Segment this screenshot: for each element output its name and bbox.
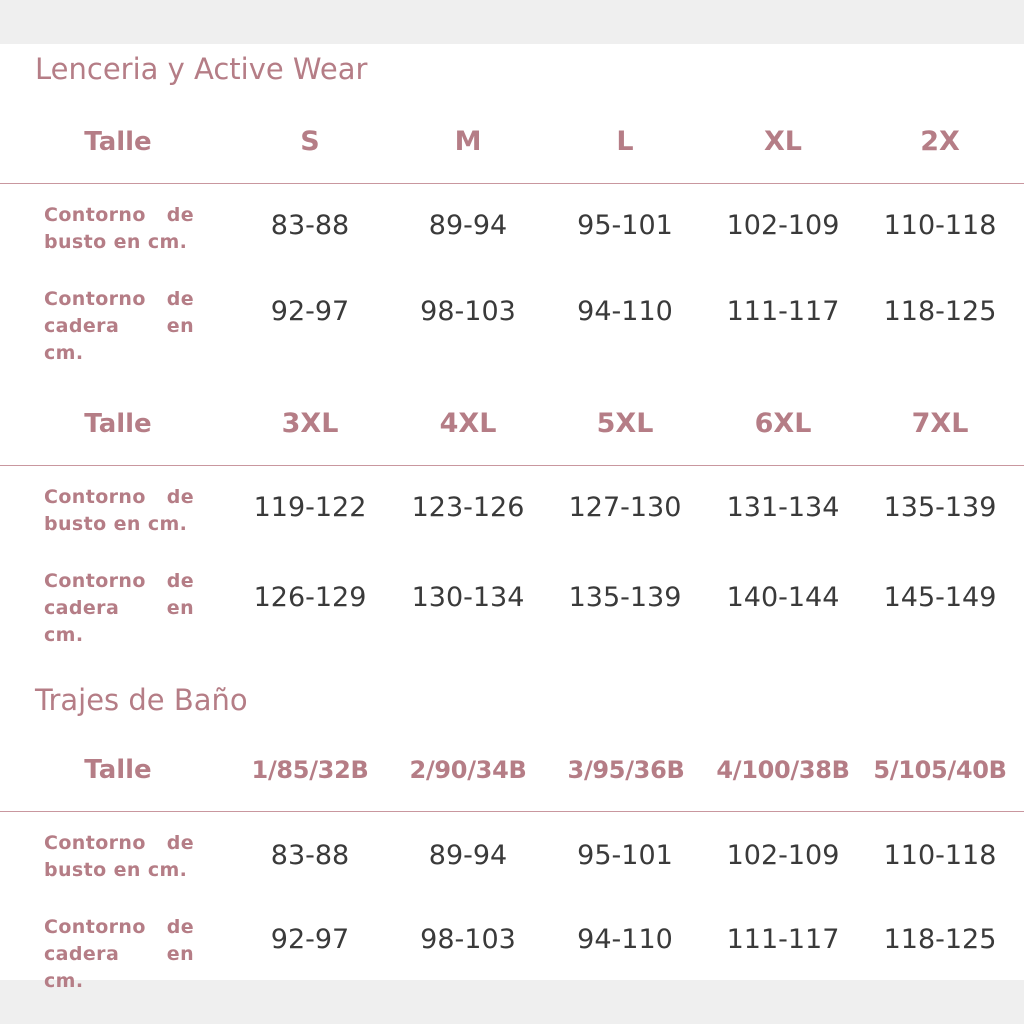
measurement-value: 110-118: [883, 840, 997, 871]
measurement-value: 98-103: [420, 924, 516, 955]
measurement-value: 118-125: [883, 924, 997, 955]
size-header: L: [616, 126, 634, 157]
measurement-value: 135-139: [883, 492, 997, 523]
measurement-value: 127-130: [568, 492, 682, 523]
measurement-value: 83-88: [270, 840, 350, 871]
row-label-hip: Contorno de cadera en cm.: [44, 288, 194, 364]
header-divider: [0, 183, 1024, 184]
size-header: 7XL: [911, 408, 969, 439]
size-header: M: [454, 126, 482, 157]
measurement-value: 89-94: [428, 840, 508, 871]
header-divider: [0, 811, 1024, 812]
measurement-value: 130-134: [411, 582, 525, 613]
measurement-value: 98-103: [420, 296, 516, 327]
size-header: 3XL: [281, 408, 339, 439]
header-talle-label: Talle: [84, 127, 152, 157]
measurement-value: 94-110: [577, 296, 673, 327]
measurement-value: 135-139: [568, 582, 682, 613]
size-header: S: [300, 126, 320, 157]
measurement-value: 119-122: [253, 492, 367, 523]
row-label-hip: Contorno de cadera en cm.: [44, 916, 194, 992]
measurement-value: 126-129: [253, 582, 367, 613]
measurement-value: 95-101: [577, 840, 673, 871]
size-header: 4XL: [439, 408, 497, 439]
measurement-value: 89-94: [428, 210, 508, 241]
size-header: 5XL: [596, 408, 654, 439]
row-label-bust: Contorno de busto en cm.: [44, 832, 194, 881]
measurement-value: 111-117: [726, 924, 840, 955]
measurement-value: 92-97: [270, 296, 350, 327]
measurement-value: 145-149: [883, 582, 997, 613]
measurement-value: 123-126: [411, 492, 525, 523]
measurement-value: 95-101: [577, 210, 673, 241]
size-header: 1/85/32B: [251, 756, 369, 784]
size-header: 5/105/40B: [873, 756, 1007, 784]
size-header: 2X: [920, 126, 960, 157]
size-header: 2/90/34B: [409, 756, 527, 784]
header-talle-label: Talle: [84, 409, 152, 439]
measurement-value: 83-88: [270, 210, 350, 241]
size-chart-card: [0, 44, 1024, 992]
measurement-value: 131-134: [726, 492, 840, 523]
measurement-value: 140-144: [726, 582, 840, 613]
header-talle-label: Talle: [84, 755, 152, 785]
measurement-value: 92-97: [270, 924, 350, 955]
section-title-swimwear: Trajes de Baño: [35, 683, 248, 717]
size-header: XL: [763, 126, 803, 157]
size-header: 3/95/36B: [567, 756, 685, 784]
measurement-value: 102-109: [726, 210, 840, 241]
measurement-value: 118-125: [883, 296, 997, 327]
header-divider: [0, 465, 1024, 466]
section-title-lingerie: Lenceria y Active Wear: [35, 52, 368, 86]
row-label-bust: Contorno de busto en cm.: [44, 486, 194, 535]
row-label-bust: Contorno de busto en cm.: [44, 204, 194, 253]
size-header: 6XL: [754, 408, 812, 439]
measurement-value: 110-118: [883, 210, 997, 241]
row-label-hip: Contorno de cadera en cm.: [44, 570, 194, 646]
measurement-value: 111-117: [726, 296, 840, 327]
size-header: 4/100/38B: [716, 756, 850, 784]
measurement-value: 94-110: [577, 924, 673, 955]
measurement-value: 102-109: [726, 840, 840, 871]
